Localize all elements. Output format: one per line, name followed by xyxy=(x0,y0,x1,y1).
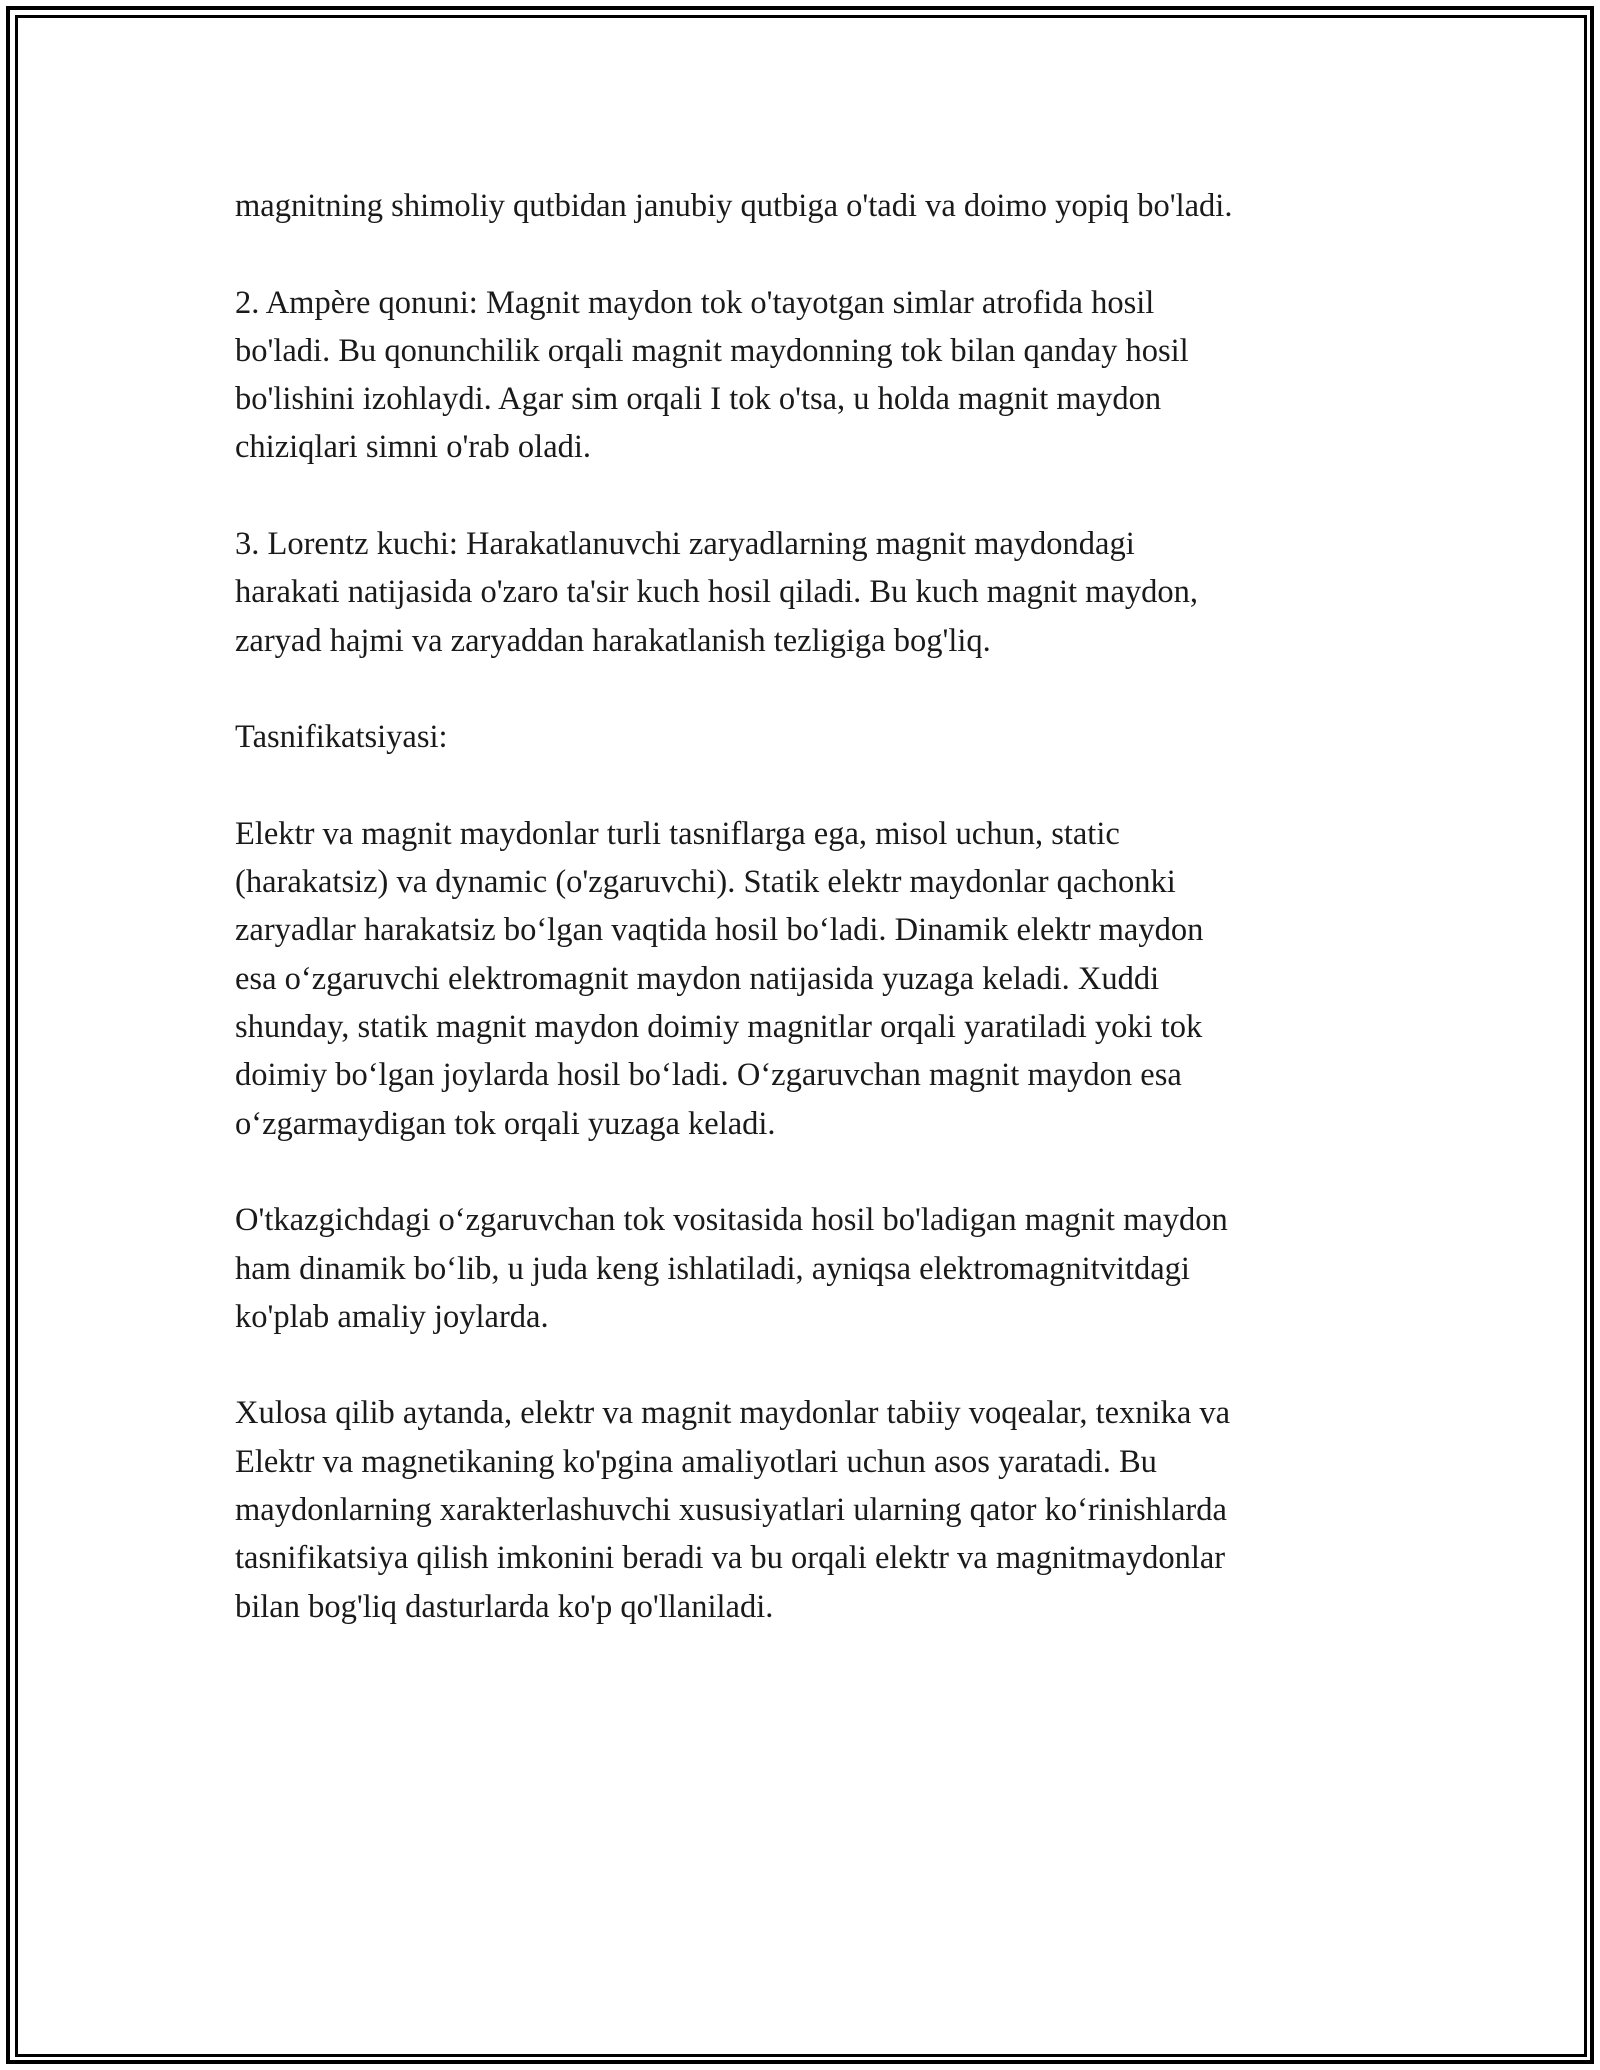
paragraph-static-dynamic-fields: Elektr va magnit maydonlar turli tasniflarga ega, misol uchun, static (harakatsiz) va dynamic (o'zgaruvchi). Statik elektr maydonlar qachonki zaryadlar harakatsiz bo‘lgan vaqtida hosil bo‘ladi. Dinamik elektr maydon esa o‘zgaruvchi elektromagnit maydon natijasida yuzaga keladi. Xuddi shunday, statik magnit maydon doimiy magnitlar orqali yaratiladi yoki tok doimiy bo‘lgan joylarda hosil bo‘ladi. O‘zgaruvchan magnit maydon esa o‘zgarmaydigan tok orqali yuzaga keladi. xyxy=(235,815,1204,1142)
paragraph-ampere-law: 2. Ampère qonuni: Magnit maydon tok o'tayotgan simlar atrofida hosil bo'ladi. Bu qonunchilik orqali magnit maydonning tok bilan qanday hosil bo'lishini izohlaydi. Agar sim orqali I tok o'tsa, u holda magnit maydon chiziqlari simni o'rab oladi. xyxy=(235,284,1189,466)
document-body xyxy=(235,182,1375,1631)
section-heading-classification: Tasnifikatsiyasi: xyxy=(235,719,448,756)
paragraph-magnet-field-lines: magnitning shimoliy qutbidan janubiy qutbiga o'tadi va doimo yopiq bo'ladi. xyxy=(235,188,1233,224)
paragraph-conductor-alternating-current: O'tkazgichdagi o‘zgaruvchan tok vositasida hosil bo'ladigan magnit maydon ham dinamik bo‘lib, u juda keng ishlatiladi, ayniqsa elektromagnitvitdagi ko'plab amaliy joylarda. xyxy=(235,1202,1228,1335)
paragraph-lorentz-force: 3. Lorentz kuchi: Harakatlanuvchi zaryadlarning magnit maydondagi harakati natijasida o'zaro ta'sir kuch hosil qiladi. Bu kuch magnit maydon, zaryad hajmi va zaryaddan harakatlanish tezligiga bog'liq. xyxy=(235,526,1199,659)
paragraph-conclusion: Xulosa qilib aytanda, elektr va magnit maydonlar tabiiy voqealar, texnika va Elektr va magnetikaning ko'pgina amaliyotlari uchun asos yaratadi. Bu maydonlarning xarakterlashuvchi xususiyatlari ularning qator ko‘rinishlarda tasnifikatsiya qilish imkonini beradi va bu orqali elektr va magnitmaydonlar bilan bog'liq dasturlarda ko'p qo'llaniladi. xyxy=(235,1395,1231,1625)
